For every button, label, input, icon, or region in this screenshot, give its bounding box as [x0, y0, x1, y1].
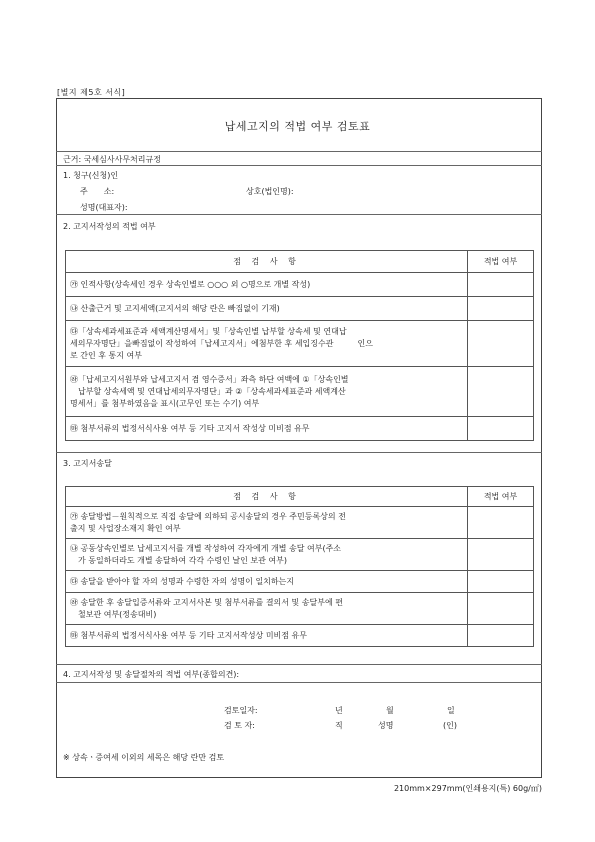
- check-item: ㉯ 공동상속인별로 납세고지서를 개별 작성하여 각자에게 개별 송달 여부(주소 가 동일하더라도 개별 송달하여 각각 수령인 날인 보관 여부): [66, 539, 468, 571]
- check-item: ㉯ 산출근거 및 고지세액(고지서의 해당 란은 빠짐없이 기재): [66, 297, 468, 321]
- name-label: 성명(대표자):: [80, 203, 128, 212]
- basis-text: 근거: 국세심사사무처리규정: [63, 155, 161, 164]
- divider: [56, 214, 542, 215]
- result-cell[interactable]: [468, 321, 534, 367]
- result-cell[interactable]: [468, 625, 534, 647]
- divider: [56, 664, 542, 665]
- divider: [56, 151, 542, 152]
- check-item: ㉮ 인적사항(상속세인 경우 상속인별로 ○○○ 외 ○명으로 개별 작성): [66, 273, 468, 297]
- form-label: [별지 제5호 서식]: [57, 88, 126, 97]
- section2-table: [65, 250, 534, 441]
- result-cell[interactable]: [468, 273, 534, 297]
- result-cell[interactable]: [468, 507, 534, 539]
- result-cell[interactable]: [468, 367, 534, 417]
- section2-heading: 2. 고지서작성의 적법 여부: [63, 222, 156, 231]
- section1-heading: 1. 청구(신청)인: [63, 171, 119, 180]
- divider: [56, 165, 542, 166]
- paper-size-footer: 210mm×297mm(인쇄용지(특) 60g/㎡): [393, 784, 542, 793]
- check-item: ㉲ 첨부서류의 법정서식사용 여부 등 기타 고지서작성상 미비점 유무: [66, 625, 468, 647]
- page-title: 납세고지의 적법 여부 검토표: [224, 120, 371, 133]
- check-item: ㉱ 송달한 후 송달입증서류와 고지서사본 및 첨부서류를 결의서 및 송달부에 편 철보관 여부(정송대비): [66, 593, 468, 625]
- month-label: 월: [386, 706, 394, 715]
- check-item: ㉰「상속세과세표준과 세액계산명세서」및「상속인별 납부할 상속세 및 연대납 세의무자명단」을빠짐없이 작성하여「납세고지서」에첨부한 후 세입징수관 인으 로 간인 후 통지 여부: [66, 321, 468, 367]
- day-label: 일: [447, 706, 455, 715]
- reviewer-label: 검 토 자:: [224, 721, 255, 730]
- col-check-header: 점 검 사 항: [66, 251, 468, 273]
- check-item: ㉮ 송달방법－원칙적으로 직접 송달에 의하되 공시송달의 경우 주민등록상의 전 출지 및 사업장소재지 확인 여부: [66, 507, 468, 539]
- seal-label: (인): [443, 721, 457, 730]
- section4-heading: 4. 고지서작성 및 송달절차의 적법 여부(종합의견):: [63, 670, 240, 679]
- year-label: 년: [335, 706, 343, 715]
- result-cell[interactable]: [468, 571, 534, 593]
- section3-table: [65, 486, 534, 647]
- col-result-header: 적법 여부: [468, 251, 534, 273]
- result-cell[interactable]: [468, 539, 534, 571]
- col-check-header: 점 검 사 항: [66, 487, 468, 507]
- result-cell[interactable]: [468, 417, 534, 441]
- note-text: ※ 상속ㆍ증여세 이외의 세목은 해당 란만 검토: [63, 753, 225, 762]
- review-date-label: 검토일자:: [224, 706, 258, 715]
- col-result-header: 적법 여부: [468, 487, 534, 507]
- divider: [56, 452, 542, 453]
- trade-name-label: 상호(법인명):: [246, 187, 294, 196]
- address-label: 주 소:: [80, 187, 115, 196]
- check-item: ㉲ 첨부서류의 법정서식사용 여부 등 기타 고지서 작성상 미비점 유무: [66, 417, 468, 441]
- check-item: ㉰ 송달을 받아야 할 자의 성명과 수령한 자의 성명이 일치하는지: [66, 571, 468, 593]
- section3-heading: 3. 고지서송달: [63, 459, 112, 468]
- divider: [56, 682, 542, 683]
- reviewer-name-label: 성명: [378, 721, 394, 730]
- position-label: 직: [335, 721, 343, 730]
- check-item: ㉱「납세고지서원부와 납세고지서 겸 영수증서」좌측 하단 여백에 ①「상속인별 납부할 상속세액 및 연대납세의무자명단」과 ②「상속세과세표준과 세액계산 명세서」를 첨부하였음을 표시(고무인 또는 수기) 여부: [66, 367, 468, 417]
- result-cell[interactable]: [468, 297, 534, 321]
- result-cell[interactable]: [468, 593, 534, 625]
